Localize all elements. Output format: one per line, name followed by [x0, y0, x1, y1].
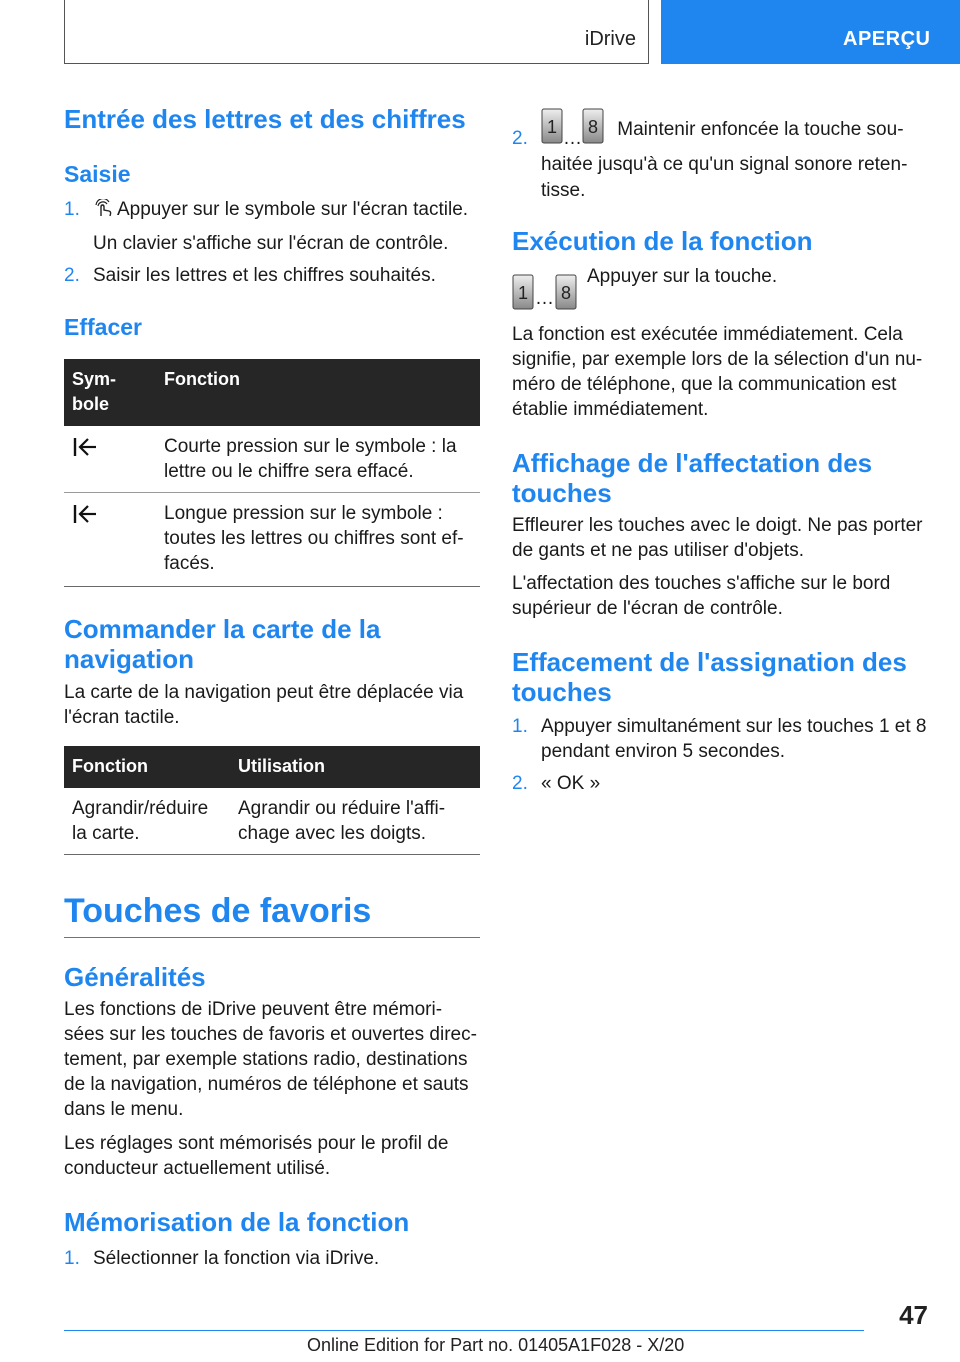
section-title: iDrive — [584, 28, 636, 50]
table-row — [64, 788, 480, 855]
effacer-table — [64, 359, 480, 587]
chapter-tab[interactable]: APERÇU — [661, 0, 960, 64]
heading-affichage: Affichage de l'affectation des touches — [512, 448, 873, 508]
effacement-steps — [512, 714, 928, 796]
touch-icon — [93, 199, 113, 224]
list-item — [512, 108, 928, 204]
svg-text:1: 1 — [517, 283, 529, 303]
heading-saisie: Saisie — [64, 161, 131, 187]
heading-effacement: Effacement de l'assignation des touches — [512, 647, 907, 707]
list-item — [64, 197, 480, 256]
step-text: Maintenir enfoncée la touche sou- haitée jusqu'à ce qu'un signal sonore reten- tisse. — [541, 119, 908, 201]
heading-entree: Entrée des lettres et des chiffres — [64, 104, 466, 134]
table-row — [64, 426, 480, 493]
svg-text:8: 8 — [587, 117, 599, 137]
table-header: Fonction — [64, 746, 230, 788]
chapter-title: Touches de favoris — [64, 892, 372, 930]
generalites-p2: Les réglages sont mémorisés pour le profil de conducteur actuellement utilisé. — [64, 1133, 449, 1179]
chapter-heading-block — [64, 891, 480, 938]
saisie-steps — [64, 197, 480, 288]
key-1-icon — [512, 274, 534, 315]
step-text: Saisir les lettres et les chiffres souhaités. — [93, 265, 436, 286]
table-header: Sym- bole — [64, 359, 156, 426]
step-number: 2. — [512, 773, 528, 794]
step-number: 1. — [512, 716, 528, 737]
step-text: Appuyer simultanément sur les touches 1 et 8 pendant environ 5 secondes. — [541, 716, 927, 762]
step-text: Sélectionner la fonction via iDrive. — [93, 1248, 380, 1269]
backspace-icon[interactable] — [72, 503, 98, 525]
carte-table — [64, 746, 480, 855]
generalites-p1: Les fonctions de iDrive peuvent être mémori- sées sur les touches de favoris et ouvertes direc- tement, par exemple stations radio, destinations de la navigation, numéros de téléphone et sauts dans le menu. — [64, 999, 477, 1120]
step-subtext: Un clavier s'affiche sur l'écran de contrôle. — [93, 233, 449, 254]
heading-generalites: Généralités — [64, 962, 206, 992]
execution-text: La fonction est exécutée immédiatement. Cela signifie, par exemple lors de la sélection d'un nu- méro de téléphone, que la communication est établie immédiatement. — [512, 324, 923, 420]
heading-effacer: Effacer — [64, 314, 142, 340]
page-number: 47 — [899, 1300, 928, 1330]
affichage-p2: L'affectation des touches s'affiche sur le bord supérieur de l'écran de contrôle. — [512, 573, 891, 619]
footer-rule — [64, 1330, 864, 1331]
list-item — [64, 263, 480, 288]
key-range-dots: … — [535, 288, 554, 309]
memorisation-steps — [64, 1246, 480, 1271]
key-8-icon — [555, 274, 577, 315]
heading-carte: Commander la carte de la navigation — [64, 614, 381, 674]
execution-instruction: Appuyer sur la touche. — [587, 266, 778, 287]
execution-key-row — [512, 266, 928, 314]
step-text: Appuyer sur le symbole sur l'écran tactile. — [117, 199, 469, 220]
heading-memorisation: Mémorisation de la fonction — [64, 1207, 410, 1237]
table-header: Utilisation — [230, 746, 480, 788]
affichage-p1: Effleurer les touches avec le doigt. Ne pas porter de gants et ne pas utiliser d'objets. — [512, 515, 923, 561]
key-range-dots: … — [563, 128, 582, 149]
table-row — [64, 493, 480, 587]
footer-edition: Online Edition for Part no. 01405A1F028 - X/20 — [307, 1335, 685, 1355]
step-number: 1. — [64, 1248, 80, 1269]
right-column — [512, 100, 928, 796]
table-cell: Agrandir ou réduire l'affi- chage avec les doigts. — [230, 788, 480, 855]
list-item — [64, 1246, 480, 1271]
svg-text:8: 8 — [560, 283, 572, 303]
backspace-icon[interactable] — [72, 436, 98, 458]
memorisation-steps-cont — [512, 108, 928, 204]
step-number: 1. — [64, 199, 80, 220]
table-cell: Courte pression sur le symbole : la lettre ou le chiffre sera effacé. — [156, 426, 480, 493]
carte-text: La carte de la navigation peut être déplacée via l'écran tactile. — [64, 682, 464, 728]
list-item — [512, 714, 928, 764]
svg-text:1: 1 — [546, 117, 558, 137]
table-header: Fonction — [156, 359, 480, 426]
step-text: « OK » — [541, 773, 601, 794]
left-column — [64, 100, 480, 1271]
step-number: 2. — [64, 265, 80, 286]
table-cell: Longue pression sur le symbole : toutes les lettres ou chiffres sont ef- facés. — [156, 493, 480, 587]
key-8-icon — [582, 108, 604, 152]
list-item — [512, 771, 928, 796]
heading-execution: Exécution de la fonction — [512, 226, 813, 256]
step-number: 2. — [512, 128, 528, 149]
key-1-icon — [541, 108, 563, 152]
table-cell: Agrandir/réduire la carte. — [64, 788, 230, 855]
